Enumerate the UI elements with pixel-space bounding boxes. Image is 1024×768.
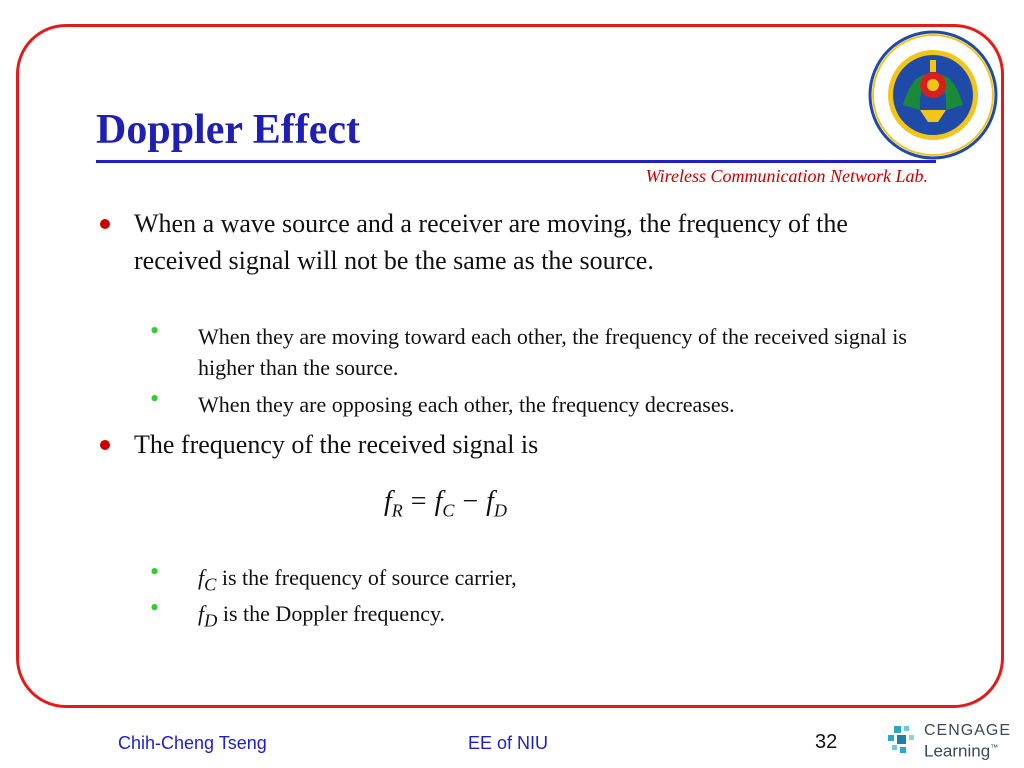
- sub-bullet-text: When they are moving toward each other, the frequency of the received signal is higher than the source.: [198, 324, 907, 380]
- bullet-dot: [100, 440, 110, 450]
- sub-bullet-1-1: [150, 316, 910, 383]
- sub-bullet-dot: •: [150, 593, 160, 622]
- bullet-text-1: When a wave source and a receiver are moving, the frequency of the received signal will not be the same as the source.: [134, 209, 848, 275]
- sub-bullet-text: $f_D$ is the Doppler frequency.: [198, 601, 446, 631]
- page-number: 32: [815, 731, 838, 753]
- cengage-wordmark: CENGAGE Learning™: [924, 722, 1012, 761]
- sub-bullet-2-1: [150, 557, 910, 600]
- lab-name: Wireless Communication Network Lab.: [645, 166, 928, 186]
- bullet-dot: [100, 219, 110, 229]
- slide-title: Doppler Effect: [96, 107, 360, 153]
- sub-bullet-text: When they are opposing each other, the frequency decreases.: [198, 392, 735, 417]
- bullet-item-1: [100, 205, 900, 279]
- sub-bullet-2-2: [150, 593, 910, 636]
- sub-bullet-1-2: [150, 384, 910, 420]
- cengage-logo: [888, 718, 1014, 762]
- bullet-item-2: [100, 426, 900, 463]
- sub-bullet-dot: •: [150, 316, 160, 345]
- title-underline: [96, 160, 936, 163]
- sub-bullet-dot: •: [150, 557, 160, 586]
- footer-author: Chih-Cheng Tseng: [118, 733, 267, 753]
- sub-bullet-text: $f_C$ is the frequency of source carrier,: [198, 565, 517, 595]
- doppler-formula: $f_R = f_C - f_D$: [384, 486, 507, 521]
- footer-department: EE of NIU: [468, 733, 549, 753]
- sub-bullet-dot: •: [150, 384, 160, 413]
- cengage-mark-icon: [888, 723, 920, 757]
- bullet-text-2: The frequency of the received signal is: [134, 430, 539, 459]
- university-seal-icon: [868, 30, 998, 160]
